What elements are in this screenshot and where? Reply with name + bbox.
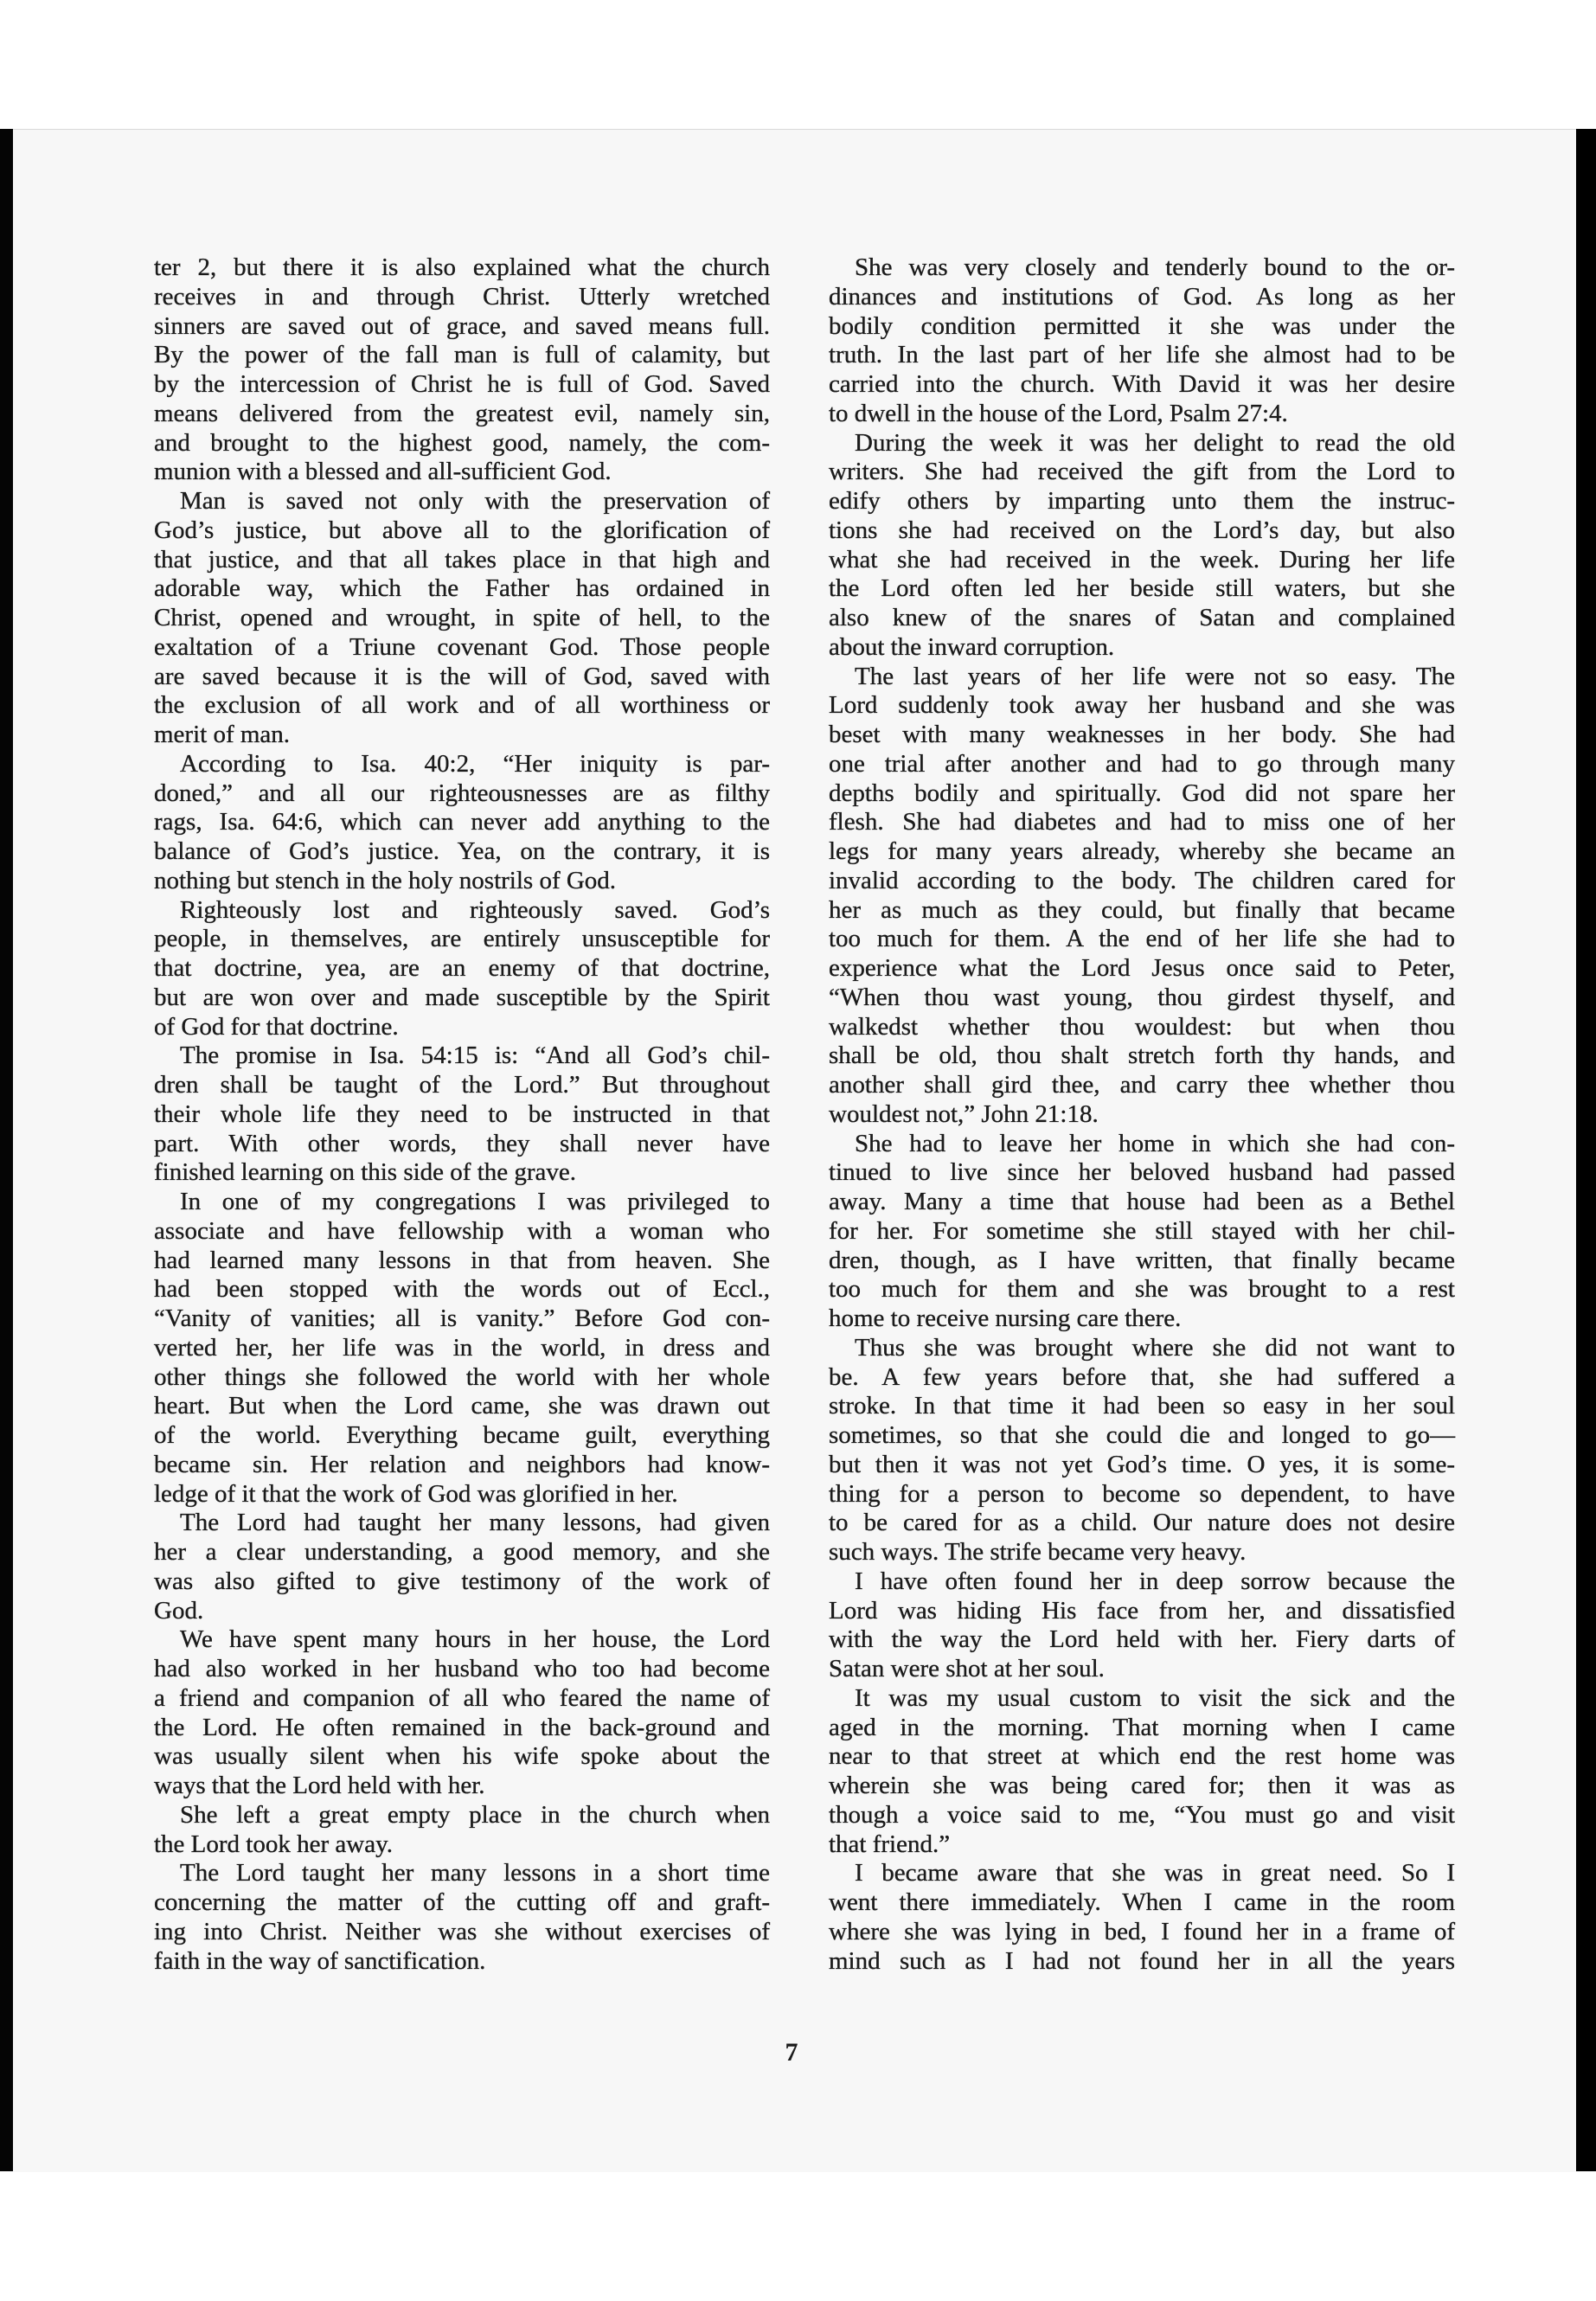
text-line: too much for them. A the end of her life she had to xyxy=(829,925,1455,953)
text-line: I became aware that she was in great need. So I xyxy=(855,1859,1455,1888)
text-line: truth. In the last part of her life she almost had to be xyxy=(829,341,1455,369)
page-number: 7 xyxy=(785,2038,798,2067)
text-line: flesh. She had diabetes and had to miss one of her xyxy=(829,808,1455,836)
text-line: away. Many a time that house had been as a Bethel xyxy=(829,1188,1455,1215)
text-line: The promise in Isa. 54:15 is: “And all God’s chil- xyxy=(180,1042,770,1070)
text-line: tinued to live since her beloved husband had passed xyxy=(829,1158,1455,1187)
text-line: but then it was not yet God’s time. O yes, it is some- xyxy=(829,1450,1455,1478)
text-line: The last years of her life were not so easy. The xyxy=(855,662,1455,690)
paragraph xyxy=(154,1859,770,1976)
text-line: near to that street at which end the rest home was xyxy=(829,1742,1455,1771)
text-line: her a clear understanding, a good memory, and she xyxy=(154,1538,770,1566)
scan-left-edge xyxy=(0,129,13,2171)
text-line: one trial after another and had to go through many xyxy=(829,749,1455,778)
text-line: bodily condition permitted it she was under the xyxy=(829,311,1455,340)
paragraph xyxy=(154,1042,770,1188)
paragraph xyxy=(154,487,770,750)
text-line: dren shall be taught of the Lord.” But throughout xyxy=(154,1071,770,1099)
paragraph xyxy=(154,1509,770,1625)
paragraph xyxy=(829,253,1455,429)
text-line: but are won over and made susceptible by the Spirit xyxy=(154,983,770,1011)
text-line: to be cared for as a child. Our nature does not desire xyxy=(829,1509,1455,1537)
text-line: her as much as they could, but finally that became xyxy=(829,895,1455,924)
text-line: faith in the way of sanctification. xyxy=(154,1946,486,1975)
text-line: depths bodily and spiritually. God did not spare her xyxy=(829,779,1455,807)
text-line: ways that the Lord held with her. xyxy=(154,1772,485,1799)
text-line: beset with many weaknesses in her body. She had xyxy=(829,721,1455,748)
text-line: “When thou wast young, thou girdest thyself, and xyxy=(829,983,1455,1011)
text-line: God’s justice, but above all to the glorification of xyxy=(154,516,770,544)
text-line: She was very closely and tenderly bound to the or- xyxy=(855,253,1455,281)
text-line: became sin. Her relation and neighbors had know- xyxy=(154,1450,770,1478)
text-line: that doctrine, yea, are an enemy of that doctrine, xyxy=(154,954,770,982)
text-line: what she had received in the week. During her life xyxy=(829,545,1455,574)
paragraph xyxy=(829,1334,1455,1567)
paragraph xyxy=(829,1859,1455,1976)
text-line: It was my usual custom to visit the sick and the xyxy=(855,1683,1455,1712)
text-line: By the power of the fall man is full of calamity, but xyxy=(154,341,770,369)
text-line: by the intercession of Christ he is full of God. Saved xyxy=(154,370,770,398)
text-line: and brought to the highest good, namely, the com- xyxy=(154,428,770,457)
text-line: heart. But when the Lord came, she was drawn out xyxy=(154,1392,770,1420)
text-line: legs for many years already, whereby she became an xyxy=(829,837,1455,865)
text-line: such ways. The strife became very heavy. xyxy=(829,1538,1247,1566)
scan-right-edge xyxy=(1576,129,1596,2171)
text-line: their whole life they need to be instructed in that xyxy=(154,1099,770,1128)
paragraph xyxy=(829,429,1455,663)
text-line: of the world. Everything became guilt, everything xyxy=(154,1421,770,1449)
text-line: balance of God’s justice. Yea, on the contrary, it is xyxy=(154,837,770,865)
text-line: God. xyxy=(154,1596,204,1625)
text-line: receives in and through Christ. Utterly wretched xyxy=(154,282,770,311)
text-line: wherein she was being cared for; then it was as xyxy=(829,1772,1455,1799)
text-line: We have spent many hours in her house, the Lord xyxy=(180,1625,770,1654)
text-line: means delivered from the greatest evil, namely sin, xyxy=(154,399,770,427)
text-line: The Lord taught her many lessons in a short time xyxy=(180,1859,770,1888)
text-line: to dwell in the house of the Lord, Psalm 27:4. xyxy=(829,399,1288,427)
text-line: writers. She had received the gift from the Lord to xyxy=(829,458,1455,486)
text-line: where she was lying in bed, I found her in a frame of xyxy=(829,1917,1455,1945)
paragraph xyxy=(829,1130,1455,1334)
text-line: home to receive nursing care there. xyxy=(829,1304,1182,1332)
paragraph xyxy=(154,896,770,1042)
text-line: Lord suddenly took away her husband and she was xyxy=(829,691,1455,720)
text-line: “Vanity of vanities; all is vanity.” Before God con- xyxy=(154,1304,770,1332)
text-line: ing into Christ. Neither was she without exercises of xyxy=(154,1917,770,1945)
text-line: the Lord. He often remained in the back-ground and xyxy=(154,1713,770,1741)
text-line: She had to leave her home in which she had con- xyxy=(855,1129,1455,1157)
text-line: though a voice said to me, “You must go and visit xyxy=(829,1800,1455,1829)
text-line: that justice, and that all takes place in that high and xyxy=(154,545,770,574)
text-line: rags, Isa. 64:6, which can never add anything to the xyxy=(154,808,770,836)
text-line: had also worked in her husband who too had become xyxy=(154,1655,770,1682)
text-line: the exclusion of all work and of all worthiness or xyxy=(154,691,770,720)
text-line: I have often found her in deep sorrow because the xyxy=(855,1567,1455,1595)
text-line: about the inward corruption. xyxy=(829,632,1115,661)
text-line: had learned many lessons in that from heaven. She xyxy=(154,1246,770,1274)
text-line: for her. For sometime she still stayed with her chil- xyxy=(829,1216,1455,1245)
text-line: thing for a person to become so dependent, to have xyxy=(829,1479,1455,1508)
text-line: dren, though, as I have written, that finally became xyxy=(829,1246,1455,1274)
text-line: are saved because it is the will of God, saved with xyxy=(154,662,770,690)
text-line: Righteously lost and righteously saved. God’s xyxy=(180,895,770,924)
text-line: During the week it was her delight to read the old xyxy=(855,428,1455,457)
text-line: went there immediately. When I came in the room xyxy=(829,1888,1455,1916)
text-line: a friend and companion of all who feared the name of xyxy=(154,1683,770,1712)
text-line: ledge of it that the work of God was glorified in her. xyxy=(154,1479,678,1508)
text-line: merit of man. xyxy=(154,721,291,748)
text-line: aged in the morning. That morning when I came xyxy=(829,1713,1455,1741)
paragraph xyxy=(829,663,1455,1130)
text-line: finished learning on this side of the grave. xyxy=(154,1158,577,1187)
text-line: She left a great empty place in the church when xyxy=(180,1800,770,1829)
text-line: Satan were shot at her soul. xyxy=(829,1655,1105,1682)
text-line: had been stopped with the words out of Eccl., xyxy=(154,1275,770,1304)
text-line: the Lord often led her beside still waters, but she xyxy=(829,574,1455,603)
text-line: other things she followed the world with her whole xyxy=(154,1362,770,1391)
text-line: concerning the matter of the cutting off and graft- xyxy=(154,1888,770,1916)
text-line: sometimes, so that she could die and longed to go— xyxy=(829,1421,1455,1449)
text-line: of God for that doctrine. xyxy=(154,1012,399,1041)
text-line: Man is saved not only with the preservation of xyxy=(180,487,770,515)
text-line: Christ, opened and wrought, in spite of hell, to the xyxy=(154,604,770,631)
text-line: adorable way, which the Father has ordained in xyxy=(154,574,770,603)
paragraph xyxy=(154,1188,770,1509)
text-line: dinances and institutions of God. As long as her xyxy=(829,282,1455,311)
paragraph xyxy=(829,1684,1455,1860)
text-line: wouldest not,” John 21:18. xyxy=(829,1099,1099,1128)
text-line: was also gifted to give testimony of the work of xyxy=(154,1567,770,1595)
text-line: invalid according to the body. The children cared for xyxy=(829,866,1455,894)
text-line: also knew of the snares of Satan and complained xyxy=(829,604,1455,631)
text-line: ter 2, but there it is also explained what the church xyxy=(154,253,770,281)
text-line: walkedst whether thou wouldest: but when thou xyxy=(829,1012,1455,1041)
right-text-column xyxy=(829,253,1455,1976)
text-line: be. A few years before that, she had suffered a xyxy=(829,1362,1455,1391)
text-line: part. With other words, they shall never have xyxy=(154,1129,770,1157)
text-line: Thus she was brought where she did not want to xyxy=(855,1333,1455,1362)
text-line: doned,” and all our righteousnesses are as filthy xyxy=(154,779,770,807)
text-line: was usually silent when his wife spoke about the xyxy=(154,1742,770,1771)
text-line: carried into the church. With David it was her desire xyxy=(829,370,1455,398)
text-line: tions she had received on the Lord’s day, but also xyxy=(829,516,1455,544)
text-line: edify others by imparting unto them the instruc- xyxy=(829,487,1455,515)
paragraph xyxy=(829,1567,1455,1684)
text-line: that friend.” xyxy=(829,1830,951,1858)
text-line: verted her, her life was in the world, in dress and xyxy=(154,1333,770,1362)
paragraph xyxy=(154,253,770,487)
text-line: nothing but stench in the holy nostrils of God. xyxy=(154,866,617,894)
text-line: mind such as I had not found her in all the years xyxy=(829,1946,1455,1975)
text-line: munion with a blessed and all-sufficient God. xyxy=(154,458,612,486)
text-line: sinners are saved out of grace, and saved means full. xyxy=(154,311,770,340)
text-line: with the way the Lord held with her. Fiery darts of xyxy=(829,1625,1455,1654)
text-line: too much for them and she was brought to a rest xyxy=(829,1275,1455,1304)
text-line: the Lord took her away. xyxy=(154,1830,393,1858)
text-line: associate and have fellowship with a woman who xyxy=(154,1216,770,1245)
text-line: another shall gird thee, and carry thee whether thou xyxy=(829,1071,1455,1099)
paragraph xyxy=(154,750,770,896)
text-line: experience what the Lord Jesus once said to Peter, xyxy=(829,954,1455,982)
text-line: exaltation of a Triune covenant God. Those people xyxy=(154,632,770,661)
text-line: According to Isa. 40:2, “Her iniquity is par- xyxy=(180,749,770,778)
paragraph xyxy=(154,1801,770,1860)
left-text-column xyxy=(154,253,770,1976)
text-line: In one of my congregations I was privileged to xyxy=(180,1188,770,1215)
paragraph xyxy=(154,1625,770,1801)
text-line: stroke. In that time it had been so easy in her soul xyxy=(829,1392,1455,1420)
text-line: people, in themselves, are entirely unsusceptible for xyxy=(154,925,770,953)
text-line: Lord was hiding His face from her, and dissatisfied xyxy=(829,1596,1455,1625)
text-line: The Lord had taught her many lessons, had given xyxy=(180,1509,770,1537)
text-line: shall be old, thou shalt stretch forth thy hands, and xyxy=(829,1042,1455,1070)
